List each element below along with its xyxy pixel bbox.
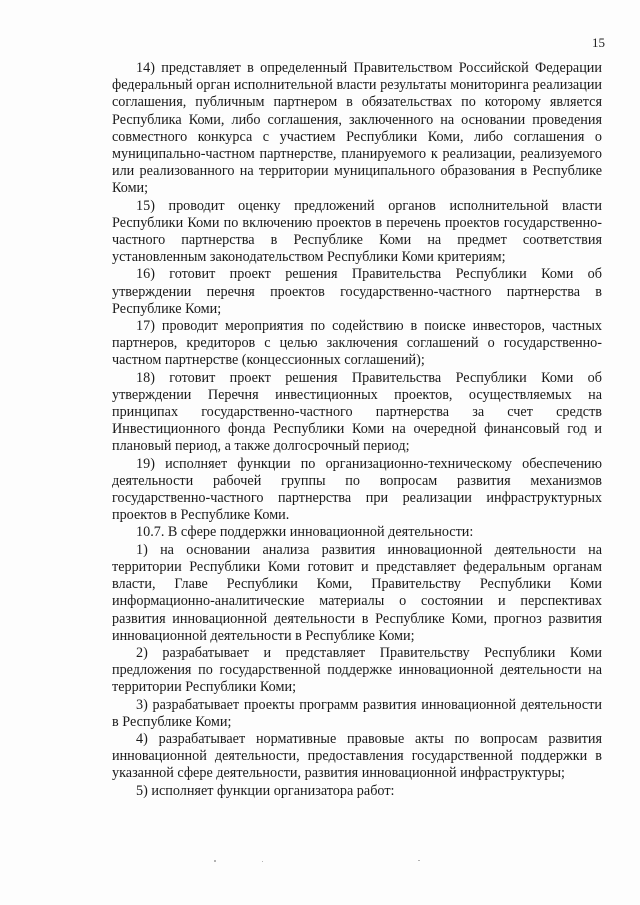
paragraph-item-18: 18) готовит проект решения Правительства Республики Коми об утверждении Перечня инвестиционных проектов, осуществляемых на принципах государственно-частного партнерства за счет средств Инвестиционного фонда Республики Коми на очередной финансовый год и плановый период, а также долгосрочный период; <box>112 369 602 455</box>
paragraph-item-15: 15) проводит оценку предложений органов исполнительной власти Республики Коми по включению проектов в перечень проектов государственно-частного партнерства в Республике Коми на предмет соответствия установленным законодательством Республики Коми критериям; <box>112 197 602 266</box>
paragraph-item-17: 17) проводит мероприятия по содействию в поиске инвесторов, частных партнеров, кредиторов с целью заключения соглашений о государственно-частном партнерстве (концессионных соглашений); <box>112 318 602 369</box>
scan-speck <box>418 860 420 861</box>
section-heading-10-7: 10.7. В сфере поддержки инновационной деятельности: <box>136 524 474 541</box>
paragraph-item-16: 16) готовит проект решения Правительства Республики Коми об утверждении перечня проектов государственно-частного партнерства в Республике Коми; <box>112 266 602 317</box>
paragraph-item-5: 5) исполняет функции организатора работ: <box>136 782 395 799</box>
paragraph-item-2: 2) разрабатывает и представляет Правительству Республики Коми предложения по государственной поддержке инновационной деятельности на территории Республики Коми; <box>112 644 602 696</box>
paragraph-item-1: 1) на основании анализа развития инновационной деятельности на территории Республики Коми готовит и представляет федеральным органам власти, Главе Республики Коми, Правительству Республики Коми информационно-аналитические материалы о состоянии и перспективах развития инновационной деятельности в Республике Коми, прогноз развития инновационной деятельности в Республике Коми; <box>112 541 602 644</box>
paragraph-item-3: 3) разрабатывает проекты программ развития инновационной деятельности в Республике Коми; <box>112 696 602 730</box>
paragraph-item-19: 19) исполняет функции по организационно-техническому обеспечению деятельности рабочей группы по вопросам развития механизмов государственно-частного партнерства при реализации инфраструктурных проектов в Республике Коми. <box>112 455 602 524</box>
page-number: 15 <box>592 35 605 50</box>
scan-speck <box>214 860 216 862</box>
scan-speck <box>262 861 263 862</box>
paragraph-item-14: 14) представляет в определенный Правительством Российской Федерации федеральный орган исполнительной власти результаты мониторинга реализации соглашения, публичным партнером в обязательствах по которому является Республика Коми, либо соглашения, заключенного на основании проведения совместного конкурса с участием Республики Коми, либо соглашения о муниципально-частном партнерстве, планируемого к реализации, реализуемого или реализованного на территории муниципального образования в Республике Коми; <box>112 60 602 197</box>
paragraph-item-4: 4) разрабатывает нормативные правовые акты по вопросам развития инновационной деятельности, предоставления государственной поддержки в указанной сфере деятельности, развития инновационной инфраструктуры; <box>112 730 602 782</box>
document-body <box>112 60 602 800</box>
